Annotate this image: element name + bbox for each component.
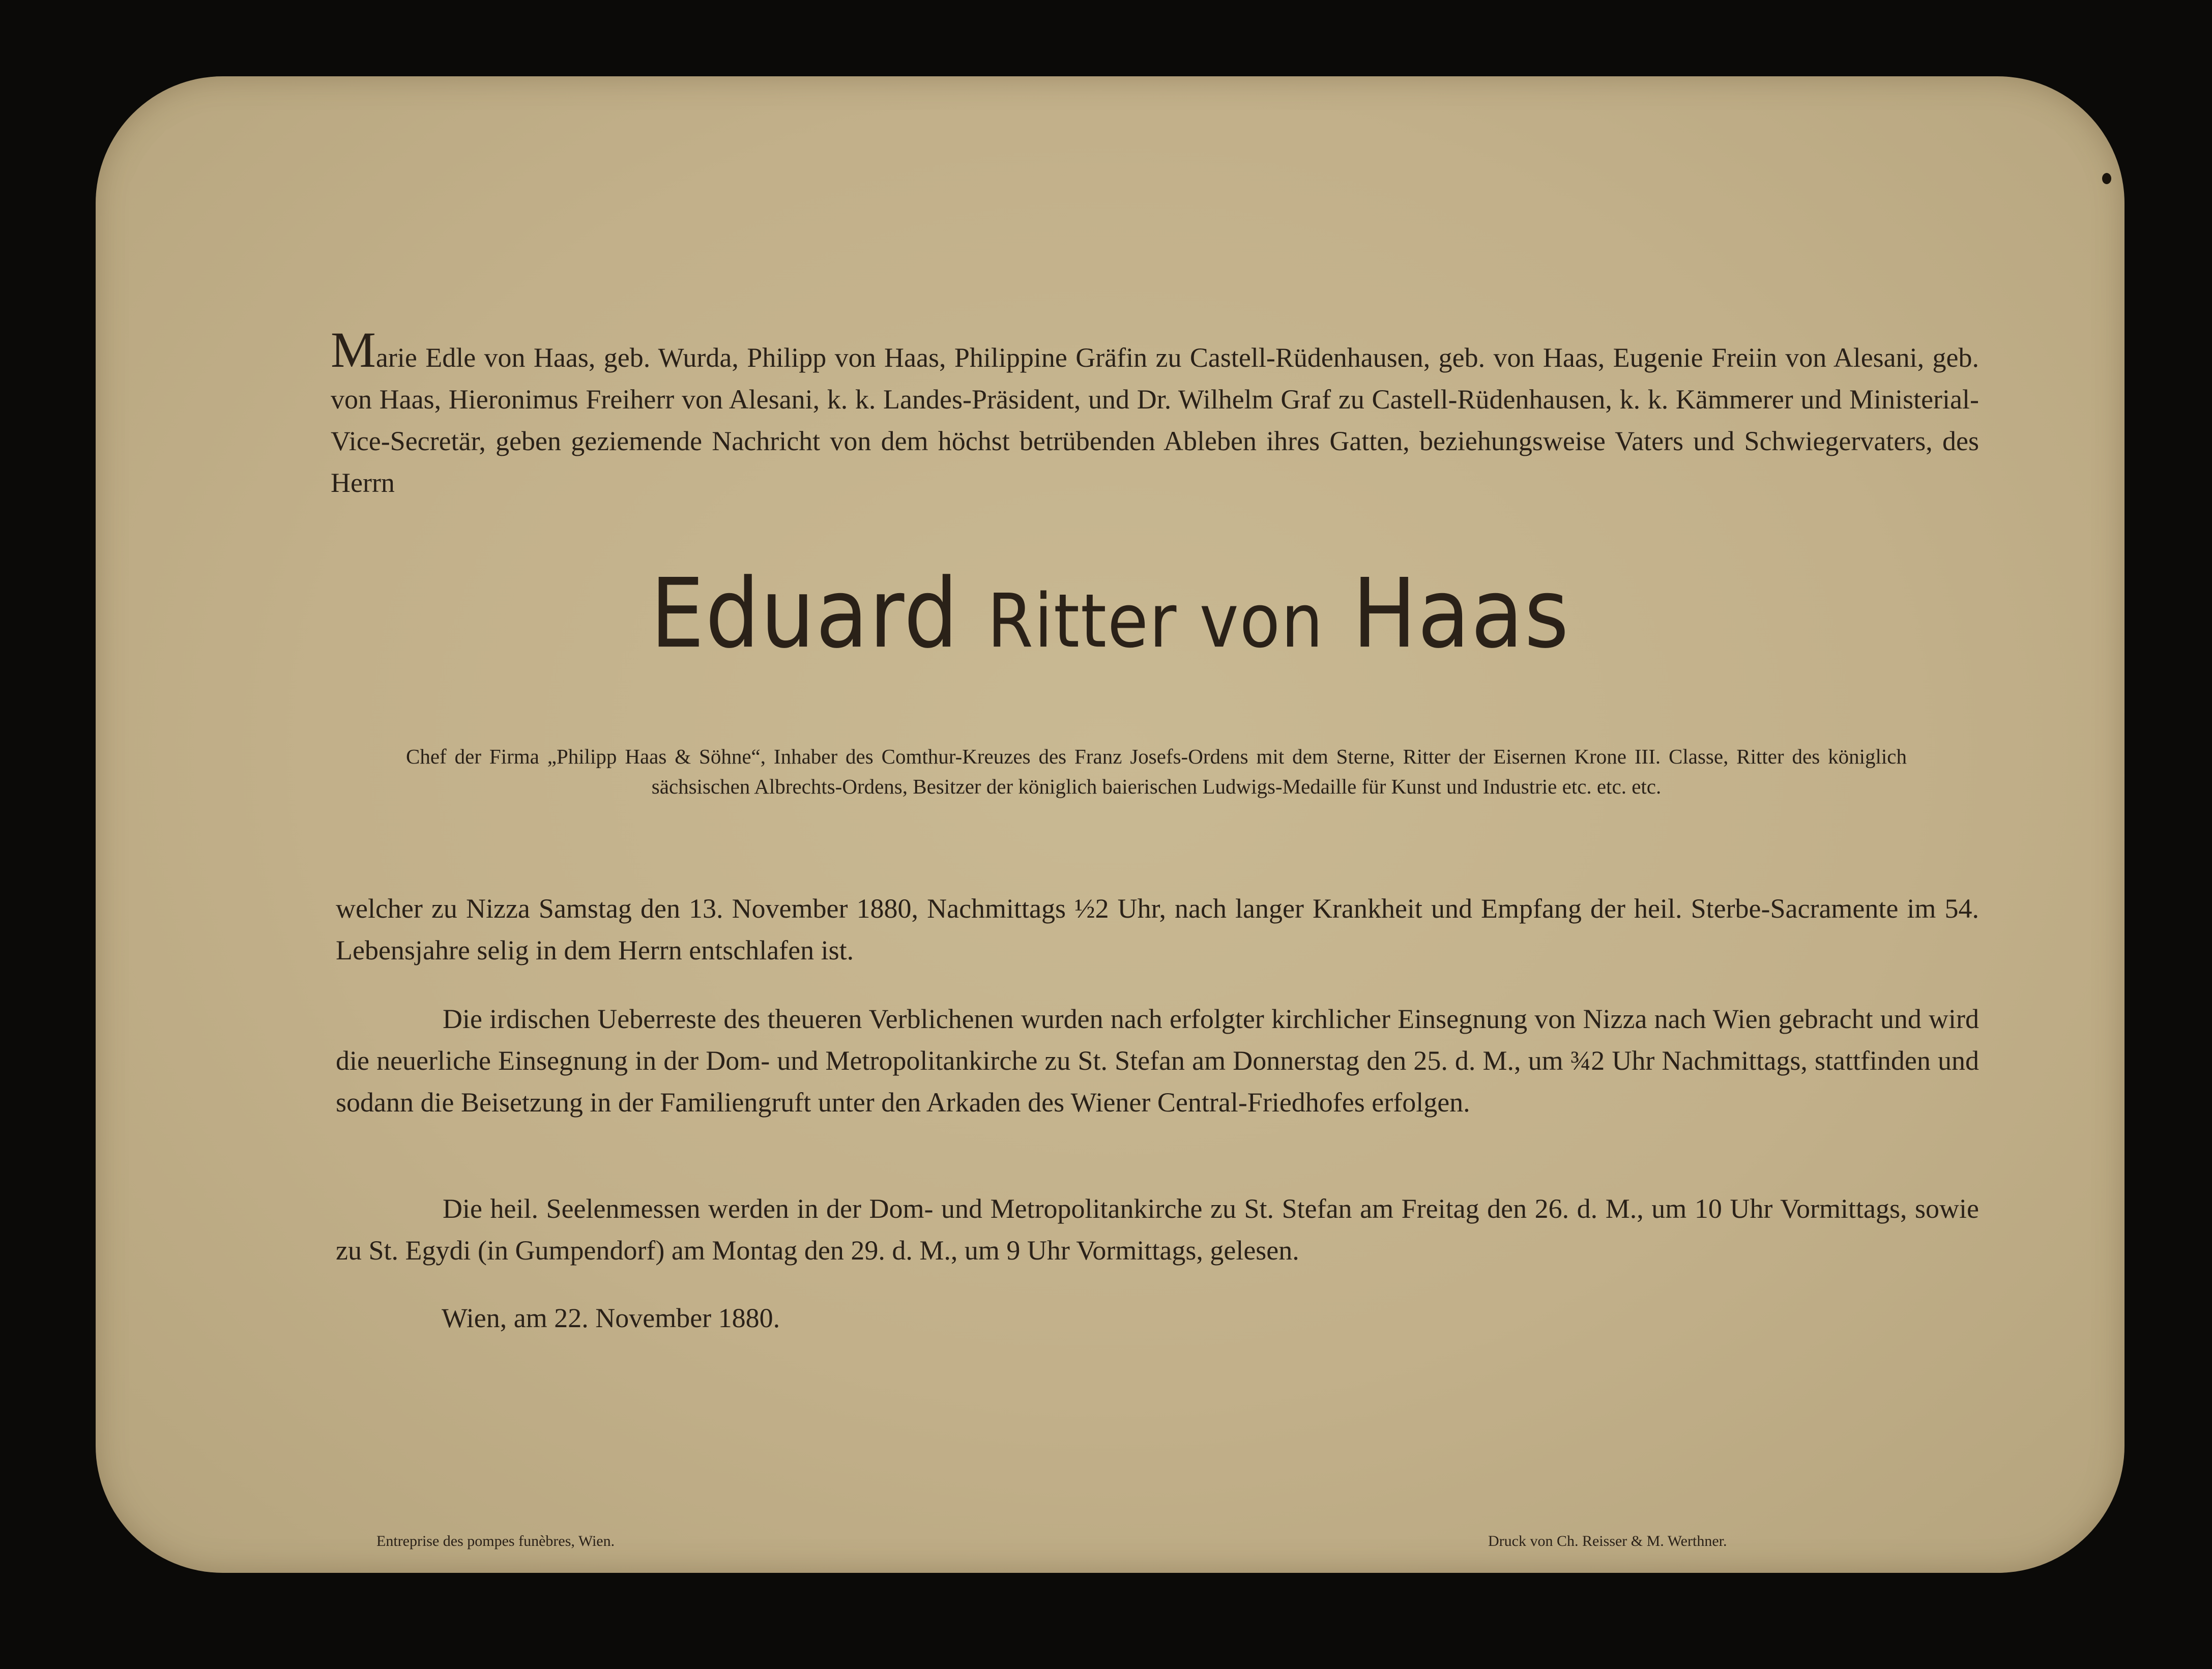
- mass-text: Die heil. Seelenmessen werden in der Dom- und Metropolitankirche zu St. Stefan am Freitag den 26. d. M., um 10 Uhr Vormittags, sowie zu St. Egydi (in Gumpendorf) am Montag den 29. d. M., um 9 Uhr Vormittags, gelesen.: [336, 1193, 1979, 1266]
- deceased-first-name: Eduard: [650, 558, 959, 669]
- burial-paragraph: [336, 998, 1979, 1123]
- mass-paragraph: [336, 1188, 1979, 1271]
- deceased-name: [96, 560, 2124, 675]
- ink-spot: [2102, 173, 2111, 184]
- deceased-title: Ritter von: [987, 577, 1324, 664]
- mourning-card: [96, 76, 2124, 1573]
- place-date: Wien, am 22. November 1880.: [442, 1303, 780, 1333]
- burial-text: Die irdischen Ueberreste des theueren Verblichenen wurden nach erfolgter kirchlicher Einsegnung von Nizza nach Wien gebracht und wird die neuerliche Einsegnung in der Dom- und Metropolitankirche zu St. Stefan am Donnerstag den 25. d. M., um ¾2 Uhr Nachmittags, stattfinden und sodann die Beisetzung in der Familiengruft unter den Arkaden des Wiener Central-Friedhofes erfolgen.: [336, 1004, 1979, 1118]
- death-paragraph: welcher zu Nizza Samstag den 13. November 1880, Nachmittags ½2 Uhr, nach langer Krankheit und Empfang der heil. Sterbe-Sacramente im 54. Lebensjahre selig in dem Herrn entschlafen ist.: [336, 893, 1979, 965]
- footer-printer: Druck von Ch. Reisser & M. Werthner.: [1488, 1533, 1727, 1549]
- intro-initial: M: [331, 321, 376, 378]
- deceased-last-name: Haas: [1352, 558, 1570, 669]
- deceased-titles: Chef der Firma „Philipp Haas & Söhne“, Inhaber des Comthur-Kreuzes des Franz Josefs-Ordens mit dem Sterne, Ritter der Eisernen Krone III. Classe, Ritter des königlich sächsischen Albrechts-Ordens, Besitzer der königlich baierischen Ludwigs-Medaille für Kunst und Industrie etc. etc. etc.: [406, 745, 1907, 798]
- intro-text: arie Edle von Haas, geb. Wurda, Philipp von Haas, Philippine Gräfin zu Castell-Rüdenhausen, geb. von Haas, Eugenie Freiin von Alesani, geb. von Haas, Hieronimus Freiherr von Alesani, k. k. Landes-Präsident, und Dr. Wilhelm Graf zu Castell-Rüdenhausen, k. k. Kämmerer und Ministerial-Vice-Secretär, geben geziemende Nachricht von dem höchst betrübenden Ableben ihres Gatten, beziehungsweise Vaters und Schwiegervaters, des Herrn: [331, 342, 1979, 498]
- footer-undertaker: Entreprise des pompes funèbres, Wien.: [376, 1533, 615, 1549]
- intro-paragraph: [331, 321, 1979, 504]
